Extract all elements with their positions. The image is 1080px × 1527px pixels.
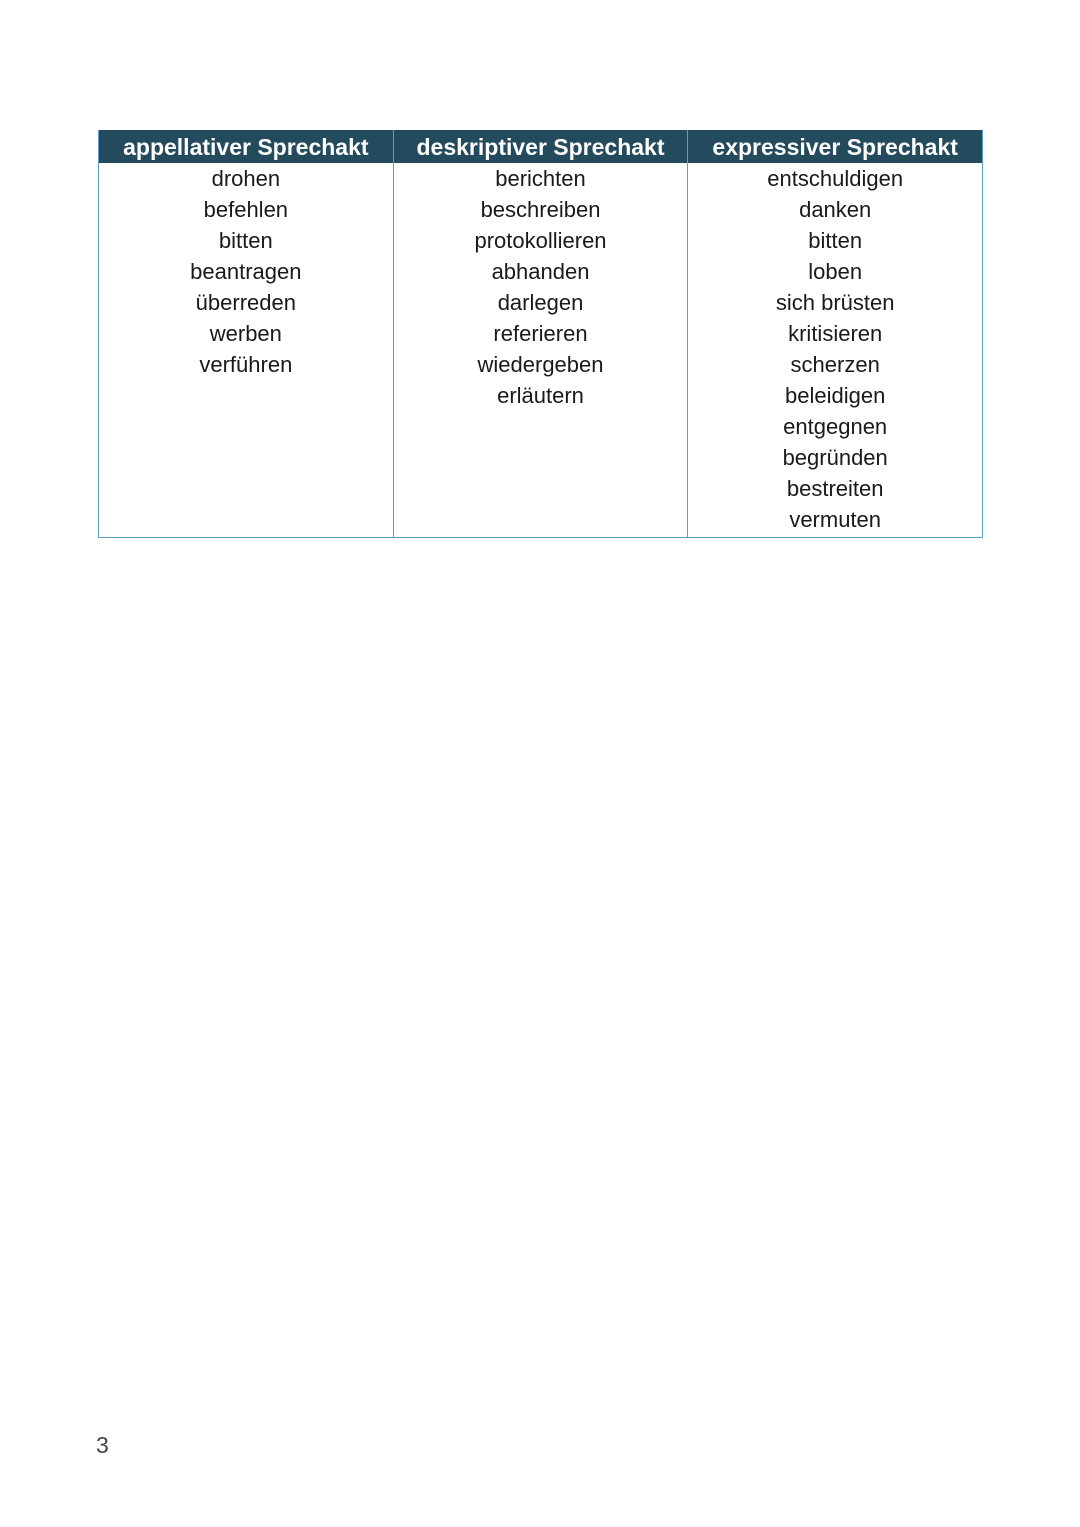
list-item: scherzen xyxy=(790,352,880,377)
list-item: bitten xyxy=(808,228,863,253)
list-item: entschuldigen xyxy=(767,166,904,191)
list-item: sich brüsten xyxy=(775,290,895,315)
list-item: abhanden xyxy=(491,259,590,284)
list-item: protokollieren xyxy=(474,228,607,253)
list-item: beantragen xyxy=(190,259,302,284)
list-item: vermuten xyxy=(789,507,882,532)
column-expressiv xyxy=(688,130,983,537)
column-header: appellativer Sprechakt xyxy=(99,130,393,163)
list-item: kritisieren xyxy=(788,321,883,346)
list-item: danken xyxy=(799,197,872,222)
list-item: drohen xyxy=(211,166,281,191)
list-item: werben xyxy=(209,321,282,346)
column-items xyxy=(99,163,393,382)
list-item: beschreiben xyxy=(480,197,601,222)
list-item: begründen xyxy=(782,445,888,470)
speech-act-table xyxy=(98,130,983,538)
column-items xyxy=(688,163,982,537)
column-header: expressiver Sprechakt xyxy=(688,130,982,163)
list-item: bestreiten xyxy=(786,476,884,501)
list-item: berichten xyxy=(495,166,586,191)
column-deskriptiv xyxy=(394,130,689,537)
list-item: beleidigen xyxy=(785,383,886,408)
list-item: bitten xyxy=(218,228,273,253)
list-item: befehlen xyxy=(203,197,289,222)
column-items xyxy=(394,163,688,413)
column-appellativ xyxy=(99,130,394,537)
list-item: entgegnen xyxy=(783,414,888,439)
list-item: referieren xyxy=(493,321,588,346)
page-number: 3 xyxy=(96,1432,109,1458)
list-item: darlegen xyxy=(497,290,584,315)
column-header: deskriptiver Sprechakt xyxy=(394,130,688,163)
list-item: überreden xyxy=(195,290,296,315)
list-item: erläutern xyxy=(497,383,584,408)
list-item: wiedergeben xyxy=(477,352,604,377)
list-item: loben xyxy=(808,259,863,284)
list-item: verführen xyxy=(199,352,293,377)
